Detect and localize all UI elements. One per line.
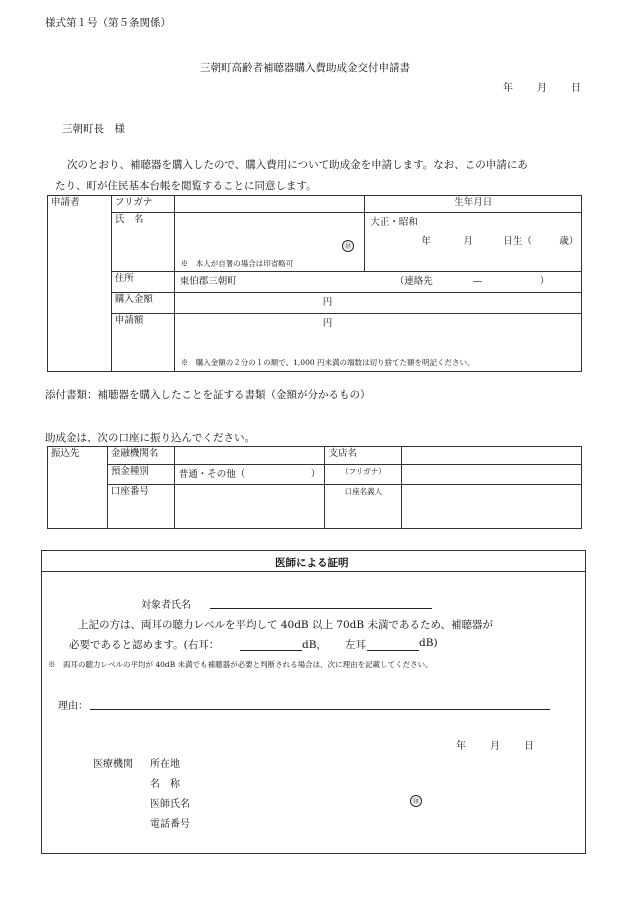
furigana-field[interactable] <box>174 196 365 213</box>
cert-line-2: 必要であると認めます。(右耳： <box>69 639 220 651</box>
birthdate-field[interactable] <box>365 213 582 272</box>
doctor-heading-divider <box>41 571 586 572</box>
branch-label: 支店名 <box>325 447 402 465</box>
bank-name-field[interactable] <box>174 447 325 465</box>
holder-furigana-label: （フリガナ） <box>325 465 402 485</box>
contact-dash: — <box>472 276 483 287</box>
facility-location-label: 所在地 <box>150 759 180 770</box>
purchase-yen: 円 <box>322 297 333 308</box>
left-ear-db-line[interactable] <box>367 650 419 651</box>
birthdate-label: 生年月日 <box>365 196 582 213</box>
doctor-seal-mark: ㊞ <box>410 795 422 807</box>
purchase-field[interactable] <box>174 293 581 314</box>
birth-year: 年 <box>421 236 431 247</box>
account-type-label: 預金種別 <box>107 465 174 485</box>
attachment-note: 添付書類：補聴器を購入したことを証する書類（金額が分かるもの） <box>45 389 371 401</box>
address-value: 東伯郡三朝町 <box>179 276 237 287</box>
purchase-label: 購入金額 <box>111 293 174 314</box>
bank-table <box>47 446 582 529</box>
left-ear-label: 左耳 <box>345 639 366 651</box>
intro-line-1: 次のとおり、補聴器を購入したので、購入費用について助成金を申請します。なお、この申請にあ <box>67 159 528 171</box>
subject-name-label: 対象者氏名 <box>141 600 191 611</box>
date-year: 年 <box>503 83 513 94</box>
birth-day: 日生（ <box>503 236 532 247</box>
contact-label: （連絡先 <box>394 276 433 287</box>
date-day: 日 <box>571 83 581 94</box>
applicant-label: 申請者 <box>48 196 112 372</box>
request-yen: 円 <box>322 318 333 329</box>
reason-label: 理由： <box>58 701 88 712</box>
cert-date-year: 年 <box>456 741 466 752</box>
facility-label: 医療機関 <box>93 759 133 770</box>
era-options: 大正・昭和 <box>370 217 418 228</box>
bank-name-label: 金融機関名 <box>107 447 174 465</box>
contact-close: ） <box>539 276 550 287</box>
doctor-heading: 医師による証明 <box>275 557 349 569</box>
bank-intro: 助成金は、次の口座に振り込んでください。 <box>45 432 255 444</box>
account-type-options: 普通・その他（ <box>178 469 246 480</box>
doctor-certification-box <box>41 550 586 854</box>
intro-line-2: たり、町が住民基本台帳を閲覧することに同意します。 <box>55 180 317 192</box>
request-note: ※ 購入金額の２分の１の額で、1,000 円未満の端数は切り捨てた額を明記ください。 <box>180 358 475 367</box>
right-ear-db-unit: dB， <box>302 639 327 651</box>
age: 歳） <box>559 236 579 247</box>
holder-furigana-field[interactable] <box>402 465 582 485</box>
form-number: 様式第１号（第５条関係） <box>45 17 171 29</box>
reason-line[interactable] <box>90 709 550 710</box>
furigana-label: フリガナ <box>111 196 174 213</box>
cert-date-day: 日 <box>524 741 534 752</box>
addressee: 三朝町長 様 <box>62 123 125 135</box>
account-number-field[interactable] <box>174 485 325 529</box>
phone-label: 電話番号 <box>150 819 190 830</box>
name-label: 氏 名 <box>111 213 174 272</box>
request-field[interactable] <box>174 314 581 372</box>
form-title: 三朝町高齢者補聴器購入費助成金交付申請書 <box>200 62 410 74</box>
seal-note: ※ 本人が自署の場合は印省略可 <box>180 259 294 268</box>
account-holder-label: 口座名義人 <box>325 485 402 529</box>
account-holder-field[interactable] <box>402 485 582 529</box>
address-field[interactable] <box>174 272 581 293</box>
address-label: 住所 <box>111 272 174 293</box>
request-label: 申請額 <box>111 314 174 372</box>
birth-month: 月 <box>463 236 473 247</box>
account-type-close: ） <box>310 469 321 480</box>
doctor-name-label: 医師氏名 <box>150 799 190 810</box>
name-field[interactable] <box>174 213 365 272</box>
account-type-field[interactable] <box>174 465 325 485</box>
cert-date-month: 月 <box>490 741 500 752</box>
subject-name-line[interactable] <box>210 608 432 609</box>
left-ear-db-unit: dB) <box>419 637 438 649</box>
cert-line-1: 上記の方は、両耳の聴力レベルを平均して 40dB 以上 70dB 未満であるため、補聴器が <box>78 619 494 631</box>
right-ear-db-line[interactable] <box>240 650 302 651</box>
bank-label: 振込先 <box>48 447 108 529</box>
seal-mark: ㊞ <box>342 240 354 252</box>
cert-note: ※ 両耳の聴力レベルの平均が 40dB 未満でも補聴器が必要と判断される場合は、次に理由を記載してください。 <box>48 660 433 669</box>
date-month: 月 <box>537 83 547 94</box>
applicant-table <box>47 195 582 372</box>
account-number-label: 口座番号 <box>107 485 174 529</box>
facility-name-label: 名 称 <box>150 779 180 790</box>
branch-field[interactable] <box>402 447 582 465</box>
